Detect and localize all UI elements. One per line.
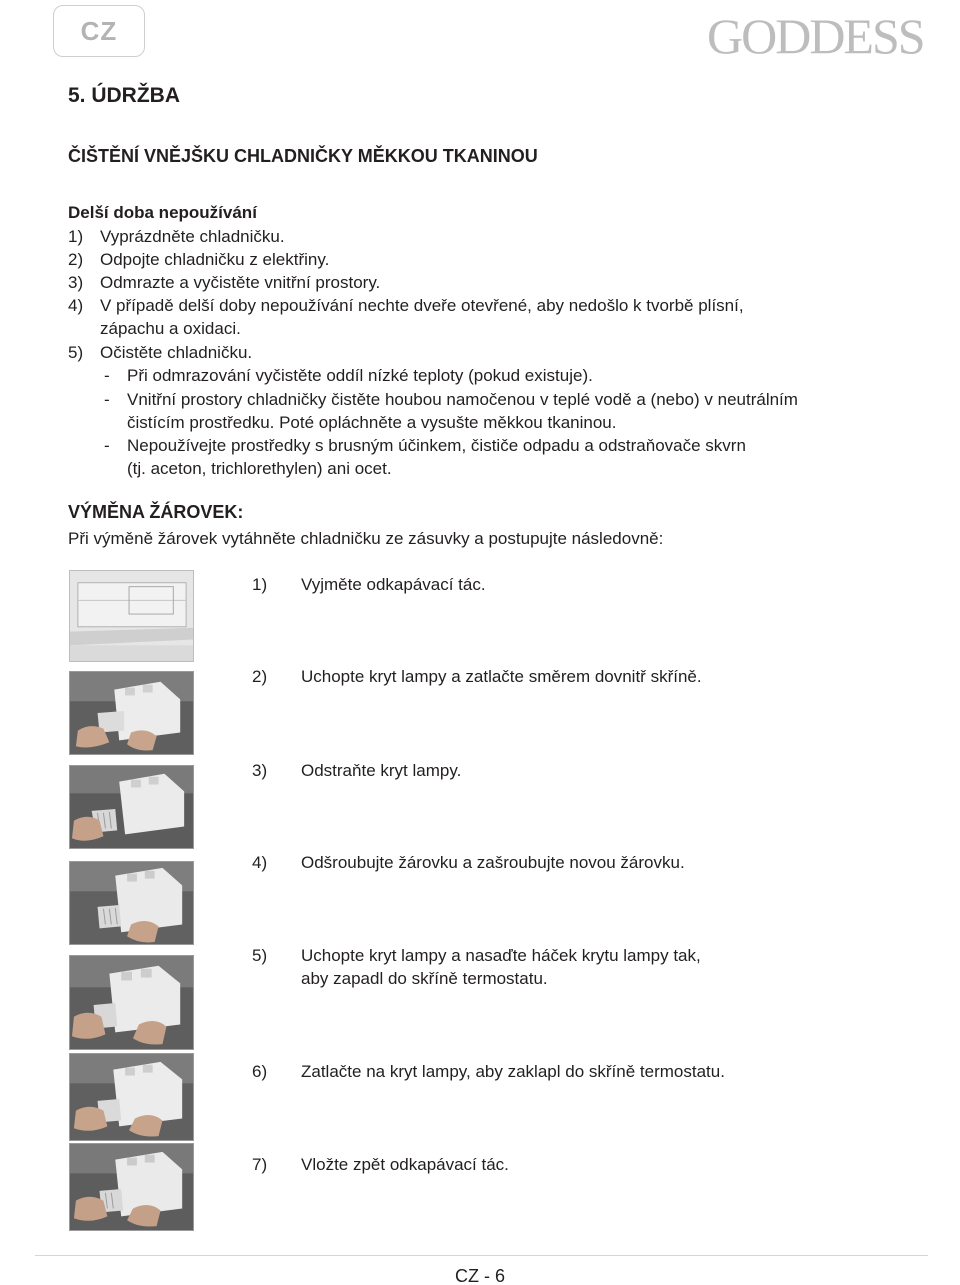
- step-photo-hook-cover: [69, 955, 194, 1050]
- list-item-number: 3): [68, 273, 84, 292]
- step-number: 4): [252, 853, 268, 872]
- sublist-dash: -: [104, 390, 110, 409]
- step-photo-remove-cover: [69, 765, 194, 849]
- list-item-number: 5): [68, 343, 84, 362]
- step-photo-insert-tray: [69, 1143, 194, 1231]
- long-term-title: Delší doba nepoužívání: [68, 203, 257, 222]
- footer-divider: [35, 1255, 928, 1256]
- list-item-text: zápachu a oxidaci.: [100, 319, 241, 338]
- bulb-intro: Při výměně žárovek vytáhněte chladničku ze zásuvky a postupujte následovně:: [68, 529, 664, 548]
- sublist-item-text: Nepoužívejte prostředky s brusným účinkem, čističe odpadu a odstraňovače skvrn: [127, 436, 746, 455]
- step-text: Odstraňte kryt lampy.: [301, 761, 462, 780]
- sublist-item-text: čistícím prostředku. Poté opláchněte a vysušte měkkou tkaninou.: [127, 413, 617, 432]
- language-badge: CZ: [53, 5, 145, 57]
- step-text: Vložte zpět odkapávací tác.: [301, 1155, 509, 1174]
- step-number: 7): [252, 1155, 268, 1174]
- step-number: 1): [252, 575, 268, 594]
- brand-logo-text: GODDESS: [707, 8, 924, 64]
- sublist-item-text: Při odmrazování vyčistěte oddíl nízké teploty (pokud existuje).: [127, 366, 593, 385]
- step-text: aby zapadl do skříně termostatu.: [301, 969, 548, 988]
- brand-logo: [705, 5, 940, 65]
- list-item-number: 4): [68, 296, 84, 315]
- step-number: 6): [252, 1062, 268, 1081]
- step-photo-grip-cover: [69, 671, 194, 755]
- page-number: CZ - 6: [454, 1266, 505, 1285]
- step-number: 3): [252, 761, 268, 780]
- cleaning-heading: ČIŠTĚNÍ VNĚJŠKU CHLADNIČKY MĚKKOU TKANINOU: [68, 146, 538, 166]
- list-item-text: Očistěte chladničku.: [100, 343, 253, 362]
- step-text: Zatlačte na kryt lampy, aby zaklapl do skříně termostatu.: [301, 1062, 725, 1081]
- step-photo-replace-bulb: [69, 861, 194, 945]
- sublist-item-text: Vnitřní prostory chladničky čistěte houbou namočenou v teplé vodě a (nebo) v neutrálním: [127, 390, 798, 409]
- bulb-heading: VÝMĚNA ŽÁROVEK:: [68, 502, 244, 522]
- step-text: Uchopte kryt lampy a nasaďte háček krytu lampy tak,: [301, 946, 701, 965]
- section-title: 5. ÚDRŽBA: [68, 84, 181, 107]
- list-item-text: Odmrazte a vyčistěte vnitřní prostory.: [100, 273, 381, 292]
- step-photo-snap-cover: [69, 1053, 194, 1141]
- step-text: Odšroubujte žárovku a zašroubujte novou žárovku.: [301, 853, 685, 872]
- list-item-number: 1): [68, 227, 84, 246]
- step-photo-drip-tray: [69, 570, 194, 662]
- step-text: Vyjměte odkapávací tác.: [301, 575, 486, 594]
- list-item-text: Odpojte chladničku z elektřiny.: [100, 250, 330, 269]
- step-number: 2): [252, 667, 268, 686]
- sublist-dash: -: [104, 366, 110, 385]
- step-text: Uchopte kryt lampy a zatlačte směrem dovnitř skříně.: [301, 667, 702, 686]
- list-item-text: V případě delší doby nepoužívání nechte dveře otevřené, aby nedošlo k tvorbě plísní,: [100, 296, 744, 315]
- list-item-number: 2): [68, 250, 84, 269]
- list-item-text: Vyprázdněte chladničku.: [100, 227, 285, 246]
- sublist-item-text: (tj. aceton, trichlorethylen) ani ocet.: [127, 459, 392, 478]
- sublist-dash: -: [104, 436, 110, 455]
- step-number: 5): [252, 946, 268, 965]
